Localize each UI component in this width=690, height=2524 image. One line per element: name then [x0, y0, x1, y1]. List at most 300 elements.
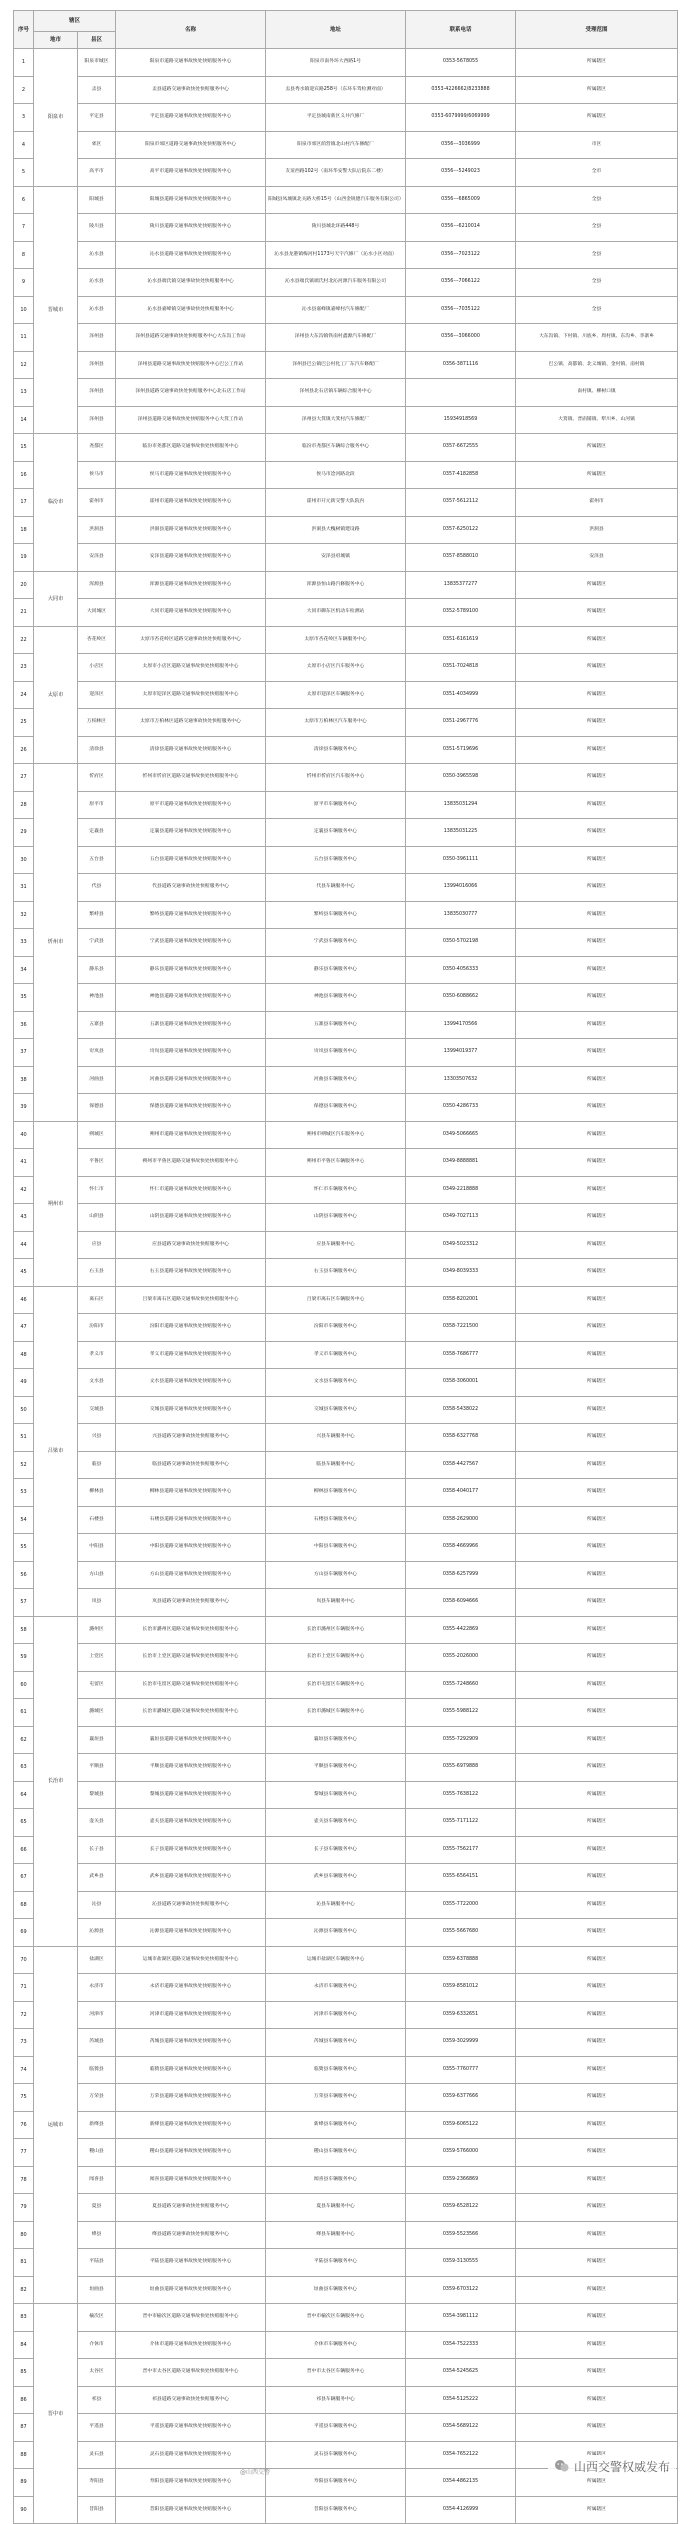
service-scope: 所属辖区 — [516, 984, 678, 1012]
center-phone: 0357-8588010 — [406, 544, 516, 572]
county-cell: 泽州县 — [78, 324, 116, 352]
center-phone: 0358-7221500 — [406, 1314, 516, 1342]
center-phone: 0355-7562177 — [406, 1836, 516, 1864]
service-scope: 所属辖区 — [516, 2276, 678, 2304]
wechat-icon — [554, 2458, 570, 2474]
table-row — [14, 2249, 678, 2277]
center-name: 高平市道路交通事故快处快赔服务中心 — [116, 159, 266, 187]
table-row — [14, 1974, 678, 2002]
table-row — [14, 1589, 678, 1617]
row-number: 52 — [14, 1451, 34, 1479]
county-cell: 黎城县 — [78, 1781, 116, 1809]
service-scope: 所属辖区 — [516, 461, 678, 489]
county-cell: 平遥县 — [78, 2414, 116, 2442]
center-address: 繁峙县车辆服务中心 — [266, 901, 406, 929]
center-phone: 0358-5438022 — [406, 1396, 516, 1424]
row-number: 17 — [14, 489, 34, 517]
service-scope: 所属辖区 — [516, 819, 678, 847]
county-cell: 芮城县 — [78, 2029, 116, 2057]
center-address: 原平市车辆服务中心 — [266, 791, 406, 819]
county-cell: 潞城区 — [78, 1699, 116, 1727]
service-scope: 所属辖区 — [516, 874, 678, 902]
center-address: 太原市小店区汽车服务中心 — [266, 654, 406, 682]
center-name: 长治市屯留区道路交通事故快处快赔服务中心 — [116, 1671, 266, 1699]
center-phone: 0357-4182858 — [406, 461, 516, 489]
county-cell: 平陆县 — [78, 2249, 116, 2277]
row-number: 64 — [14, 1781, 34, 1809]
center-phone: 0355-6564151 — [406, 1864, 516, 1892]
center-phone: 0355-2026000 — [406, 1644, 516, 1672]
center-name: 稷山县道路交通事故快处快赔服务中心 — [116, 2139, 266, 2167]
service-scope: 所属辖区 — [516, 901, 678, 929]
county-cell: 忻府区 — [78, 764, 116, 792]
center-name: 沁水县端氏镇交通事故快处快赔服务中心 — [116, 269, 266, 297]
center-address: 大同市御东区机动车检测站 — [266, 599, 406, 627]
center-phone: 0358-2629000 — [406, 1506, 516, 1534]
center-phone: 0358-6094666 — [406, 1589, 516, 1617]
center-name: 汾阳市道路交通事故快处快赔服务中心 — [116, 1314, 266, 1342]
center-phone: 0355-6979888 — [406, 1754, 516, 1782]
watermark-text: 山西交警权威发布 — [573, 2459, 670, 2474]
table-row — [14, 1479, 678, 1507]
center-phone: 13835030777 — [406, 901, 516, 929]
city-cell: 晋中市 — [34, 2304, 78, 2524]
row-number: 35 — [14, 984, 34, 1012]
center-name: 万荣县道路交通事故快处快赔服务中心 — [116, 2084, 266, 2112]
row-number: 62 — [14, 1726, 34, 1754]
service-scope: 所属辖区 — [516, 929, 678, 957]
row-number: 10 — [14, 296, 34, 324]
row-number: 89 — [14, 2469, 34, 2497]
center-address: 闻喜县车辆服务中心 — [266, 2166, 406, 2194]
row-number: 45 — [14, 1259, 34, 1287]
center-phone: 0355-7292909 — [406, 1726, 516, 1754]
center-address: 长治市潞城区车辆服务中心 — [266, 1699, 406, 1727]
center-address: 襄垣县车辆服务中心 — [266, 1726, 406, 1754]
service-scope: 所属辖区 — [516, 76, 678, 104]
service-scope: 所属辖区 — [516, 2001, 678, 2029]
table-body — [14, 49, 678, 2524]
center-address: 代县车辆服务中心 — [266, 874, 406, 902]
center-address: 神池县车辆服务中心 — [266, 984, 406, 1012]
table-row — [14, 351, 678, 379]
row-number: 81 — [14, 2249, 34, 2277]
service-scope: 所属辖区 — [516, 2386, 678, 2414]
center-name: 沁县道路交通事故快处快赔服务中心 — [116, 1891, 266, 1919]
center-name: 晋中市太谷区道路交通事故快处快赔服务中心 — [116, 2359, 266, 2387]
center-phone: 0356---5249023 — [406, 159, 516, 187]
center-phone: 0352-5789100 — [406, 599, 516, 627]
center-name: 沁水县嘉峰镇交通事故快处快赔服务中心 — [116, 296, 266, 324]
center-name: 清徐县道路交通事故快处快赔服务中心 — [116, 736, 266, 764]
row-number: 56 — [14, 1561, 34, 1589]
row-number: 27 — [14, 764, 34, 792]
center-name: 永济市道路交通事故快处快赔服务中心 — [116, 1974, 266, 2002]
center-address: 夏县车辆服务中心 — [266, 2194, 406, 2222]
center-address: 壶关县车辆服务中心 — [266, 1809, 406, 1837]
center-name: 霍州市道路交通事故快处快赔服务中心 — [116, 489, 266, 517]
table-row — [14, 2166, 678, 2194]
center-name: 大同市道路交通事故快处快赔服务中心 — [116, 599, 266, 627]
row-number: 70 — [14, 1946, 34, 1974]
table-row — [14, 1176, 678, 1204]
center-address: 浑源县恒山路汽修服务中心 — [266, 571, 406, 599]
service-scope: 所属辖区 — [516, 1506, 678, 1534]
center-phone: 0359-2366869 — [406, 2166, 516, 2194]
center-phone: 0355-7722000 — [406, 1891, 516, 1919]
row-number: 42 — [14, 1176, 34, 1204]
center-name: 盂县道路交通事故快处快赔服务中心 — [116, 76, 266, 104]
center-name: 河津市道路交通事故快处快赔服务中心 — [116, 2001, 266, 2029]
county-cell: 石楼县 — [78, 1506, 116, 1534]
center-name: 孝义市道路交通事故快处快赔服务中心 — [116, 1341, 266, 1369]
center-phone — [406, 379, 516, 407]
row-number: 19 — [14, 544, 34, 572]
row-number: 78 — [14, 2166, 34, 2194]
center-address: 平遥县车辆服务中心 — [266, 2414, 406, 2442]
center-address: 太原市杏花岭区车辆服务中心 — [266, 626, 406, 654]
service-scope: 所属辖区 — [516, 1864, 678, 1892]
center-phone: 0349-7027113 — [406, 1204, 516, 1232]
service-scope: 所属辖区 — [516, 1011, 678, 1039]
service-scope: 霍州市 — [516, 489, 678, 517]
center-phone: 0359-5523566 — [406, 2221, 516, 2249]
county-cell: 陵川县 — [78, 214, 116, 242]
row-number: 59 — [14, 1644, 34, 1672]
row-number: 79 — [14, 2194, 34, 2222]
service-scope: 全县 — [516, 296, 678, 324]
row-number: 67 — [14, 1864, 34, 1892]
center-address: 石楼县车辆服务中心 — [266, 1506, 406, 1534]
service-scope: 南村镇、柳树口镇 — [516, 379, 678, 407]
table-row — [14, 1259, 678, 1287]
header-county: 县区 — [78, 32, 116, 49]
county-cell: 朔城区 — [78, 1121, 116, 1149]
city-cell: 临汾市 — [34, 434, 78, 572]
row-number: 68 — [14, 1891, 34, 1919]
table-row — [14, 2304, 678, 2332]
center-phone: 0349-5066665 — [406, 1121, 516, 1149]
table-row — [14, 764, 678, 792]
table-row — [14, 1864, 678, 1892]
table-row — [14, 1671, 678, 1699]
table-row — [14, 2084, 678, 2112]
table-row — [14, 544, 678, 572]
county-cell: 尧都区 — [78, 434, 116, 462]
center-address: 平定县城南新区义井汽修厂 — [266, 104, 406, 132]
center-address: 朔州市朔城区汽车服务中心 — [266, 1121, 406, 1149]
center-phone: 0359-3029999 — [406, 2029, 516, 2057]
service-scope: 所属辖区 — [516, 1726, 678, 1754]
row-number: 7 — [14, 214, 34, 242]
table-row — [14, 654, 678, 682]
center-phone: 0350-5702198 — [406, 929, 516, 957]
row-number: 47 — [14, 1314, 34, 1342]
row-number: 40 — [14, 1121, 34, 1149]
service-scope: 所属辖区 — [516, 1946, 678, 1974]
center-address: 稷山县车辆服务中心 — [266, 2139, 406, 2167]
center-phone: 13835377277 — [406, 571, 516, 599]
center-address: 黎城县车辆服务中心 — [266, 1781, 406, 1809]
service-scope: 所属辖区 — [516, 1369, 678, 1397]
center-name: 五台县道路交通事故快处快赔服务中心 — [116, 846, 266, 874]
center-phone: 0357-6672555 — [406, 434, 516, 462]
center-address: 临汾市尧都区车辆综合服务中心 — [266, 434, 406, 462]
table-row — [14, 1011, 678, 1039]
center-address: 忻州市忻府区汽车服务中心 — [266, 764, 406, 792]
service-scope: 所属辖区 — [516, 1396, 678, 1424]
county-cell: 洪洞县 — [78, 516, 116, 544]
center-name: 泽州县道路交通事故快处快赔服务中心大箕工作站 — [116, 406, 266, 434]
county-cell: 五台县 — [78, 846, 116, 874]
table-row — [14, 1121, 678, 1149]
center-name: 阳泉市道路交通事故快处快赔服务中心 — [116, 49, 266, 77]
county-cell: 孝义市 — [78, 1341, 116, 1369]
table-row — [14, 1644, 678, 1672]
service-scope: 所属辖区 — [516, 1286, 678, 1314]
center-phone: 13994019377 — [406, 1039, 516, 1067]
county-cell: 迎泽区 — [78, 681, 116, 709]
row-number: 88 — [14, 2441, 34, 2469]
center-phone: 0354-5125222 — [406, 2386, 516, 2414]
center-name: 闻喜县道路交通事故快处快赔服务中心 — [116, 2166, 266, 2194]
service-scope: 所属辖区 — [516, 1699, 678, 1727]
row-number: 49 — [14, 1369, 34, 1397]
service-scope: 所属辖区 — [516, 2249, 678, 2277]
county-cell: 交城县 — [78, 1396, 116, 1424]
table-row — [14, 2111, 678, 2139]
row-number: 33 — [14, 929, 34, 957]
center-address: 吕梁市离石区车辆服务中心 — [266, 1286, 406, 1314]
center-address: 五寨县车辆服务中心 — [266, 1011, 406, 1039]
table-row — [14, 1341, 678, 1369]
county-cell: 寿阳县 — [78, 2469, 116, 2497]
center-phone: 0359-3130555 — [406, 2249, 516, 2277]
table-row — [14, 1314, 678, 1342]
table-row — [14, 2414, 678, 2442]
table-row — [14, 1561, 678, 1589]
center-address: 霍州市开元街交警大队院内 — [266, 489, 406, 517]
county-cell: 阳泉市城区 — [78, 49, 116, 77]
center-address: 新绛县车辆服务中心 — [266, 2111, 406, 2139]
center-name: 平陆县道路交通事故快处快赔服务中心 — [116, 2249, 266, 2277]
table-row — [14, 626, 678, 654]
center-address: 侯马市浍河路北段 — [266, 461, 406, 489]
center-phone: 13303507632 — [406, 1066, 516, 1094]
row-number: 51 — [14, 1424, 34, 1452]
row-number: 83 — [14, 2304, 34, 2332]
center-name: 浑源县道路交通事故快处快赔服务中心 — [116, 571, 266, 599]
center-name: 陵川县道路交通事故快处快赔服务中心 — [116, 214, 266, 242]
row-number: 65 — [14, 1809, 34, 1837]
service-scope: 所属辖区 — [516, 2084, 678, 2112]
center-phone: 0350-4056333 — [406, 956, 516, 984]
center-phone: 0359-5766000 — [406, 2139, 516, 2167]
county-cell: 平鲁区 — [78, 1149, 116, 1177]
row-number: 26 — [14, 736, 34, 764]
table-row — [14, 1919, 678, 1947]
city-cell: 朔州市 — [34, 1121, 78, 1286]
county-cell: 万荣县 — [78, 2084, 116, 2112]
row-number: 20 — [14, 571, 34, 599]
table-row — [14, 736, 678, 764]
county-cell: 临猗县 — [78, 2056, 116, 2084]
table-row — [14, 434, 678, 462]
table-row — [14, 1204, 678, 1232]
row-number: 36 — [14, 1011, 34, 1039]
service-scope: 全市 — [516, 159, 678, 187]
center-phone: 0359-6528122 — [406, 2194, 516, 2222]
service-scope: 所属辖区 — [516, 1836, 678, 1864]
center-name: 忻州市忻府区道路交通事故快处快赔服务中心 — [116, 764, 266, 792]
row-number: 87 — [14, 2414, 34, 2442]
service-scope: 所属辖区 — [516, 1066, 678, 1094]
center-phone: 0350-4286733 — [406, 1094, 516, 1122]
row-number: 53 — [14, 1479, 34, 1507]
center-address: 盂县秀水镇迎宾路258号（东环车驾检测对面） — [266, 76, 406, 104]
center-address: 昔阳县车辆服务中心 — [266, 2496, 406, 2524]
center-name: 吕梁市离石区道路交通事故快处快赔服务中心 — [116, 1286, 266, 1314]
center-phone: 0350-3961111 — [406, 846, 516, 874]
county-cell: 河曲县 — [78, 1066, 116, 1094]
table-row — [14, 901, 678, 929]
row-number: 37 — [14, 1039, 34, 1067]
center-name: 临县道路交通事故快处快赔服务中心 — [116, 1451, 266, 1479]
table-row — [14, 1424, 678, 1452]
service-scope: 所属辖区 — [516, 2111, 678, 2139]
center-name: 襄垣县道路交通事故快处快赔服务中心 — [116, 1726, 266, 1754]
center-address: 友谊西路102号（南环华安警大队后院东二楼） — [266, 159, 406, 187]
county-cell: 岚县 — [78, 1589, 116, 1617]
center-address: 沁水县端氏镇端氏村北沁河源汽车服务有限公司 — [266, 269, 406, 297]
table-row — [14, 1094, 678, 1122]
county-cell: 侯马市 — [78, 461, 116, 489]
row-number: 80 — [14, 2221, 34, 2249]
county-cell: 榆次区 — [78, 2304, 116, 2332]
table-row — [14, 1039, 678, 1067]
center-name: 壶关县道路交通事故快处快赔服务中心 — [116, 1809, 266, 1837]
center-phone: 0356---7023122 — [406, 241, 516, 269]
center-address: 安泽县府城镇 — [266, 544, 406, 572]
service-scope: 所属辖区 — [516, 434, 678, 462]
center-name: 沁水县道路交通事故快处快赔服务中心 — [116, 241, 266, 269]
row-number: 73 — [14, 2029, 34, 2057]
center-address: 绛县车辆服务中心 — [266, 2221, 406, 2249]
center-address: 晋中市榆次区车辆服务中心 — [266, 2304, 406, 2332]
service-scope: 所属辖区 — [516, 1781, 678, 1809]
county-cell: 山阴县 — [78, 1204, 116, 1232]
center-address: 万荣县车辆服务中心 — [266, 2084, 406, 2112]
row-number: 9 — [14, 269, 34, 297]
center-phone: 0351-4034999 — [406, 681, 516, 709]
service-scope: 所属辖区 — [516, 1919, 678, 1947]
table-row — [14, 131, 678, 159]
center-name: 原平市道路交通事故快处快赔服务中心 — [116, 791, 266, 819]
county-cell: 壶关县 — [78, 1809, 116, 1837]
row-number: 60 — [14, 1671, 34, 1699]
county-cell: 繁峙县 — [78, 901, 116, 929]
table-row — [14, 104, 678, 132]
center-address: 交城县车辆服务中心 — [266, 1396, 406, 1424]
center-phone: 0356---7066122 — [406, 269, 516, 297]
center-name: 黎城县道路交通事故快处快赔服务中心 — [116, 1781, 266, 1809]
center-name: 石楼县道路交通事故快处快赔服务中心 — [116, 1506, 266, 1534]
table-row — [14, 159, 678, 187]
service-scope: 全县 — [516, 214, 678, 242]
center-name: 繁峙县道路交通事故快处快赔服务中心 — [116, 901, 266, 929]
row-number: 21 — [14, 599, 34, 627]
table-row — [14, 1726, 678, 1754]
center-phone: 0356-3871116 — [406, 351, 516, 379]
center-name: 长子县道路交通事故快处快赔服务中心 — [116, 1836, 266, 1864]
service-scope: 所属辖区 — [516, 2496, 678, 2524]
center-address: 介休市车辆服务中心 — [266, 2331, 406, 2359]
table-row — [14, 2221, 678, 2249]
row-number: 82 — [14, 2276, 34, 2304]
center-name: 介休市道路交通事故快处快赔服务中心 — [116, 2331, 266, 2359]
center-address: 文水县车辆服务中心 — [266, 1369, 406, 1397]
table-row — [14, 2194, 678, 2222]
county-cell: 平顺县 — [78, 1754, 116, 1782]
service-scope: 所属辖区 — [516, 1341, 678, 1369]
row-number: 41 — [14, 1149, 34, 1177]
center-name: 祁县道路交通事故快处快赔服务中心 — [116, 2386, 266, 2414]
county-cell: 祁县 — [78, 2386, 116, 2414]
row-number: 22 — [14, 626, 34, 654]
center-name: 神池县道路交通事故快处快赔服务中心 — [116, 984, 266, 1012]
center-address: 定襄县车辆服务中心 — [266, 819, 406, 847]
service-scope: 所属辖区 — [516, 2359, 678, 2387]
center-name: 垣曲县道路交通事故快处快赔服务中心 — [116, 2276, 266, 2304]
county-cell: 沁源县 — [78, 1919, 116, 1947]
county-cell: 保德县 — [78, 1094, 116, 1122]
county-cell: 浑源县 — [78, 571, 116, 599]
weibo-credit: @山西交警 — [240, 2469, 271, 2476]
row-number: 29 — [14, 819, 34, 847]
center-phone: 13994170566 — [406, 1011, 516, 1039]
county-cell: 应县 — [78, 1231, 116, 1259]
service-scope: 所属辖区 — [516, 1424, 678, 1452]
center-phone: 0354-4862135 — [406, 2469, 516, 2497]
center-phone: 0355-7248660 — [406, 1671, 516, 1699]
county-cell: 泽州县 — [78, 406, 116, 434]
center-address: 陵川县城北环路448号 — [266, 214, 406, 242]
center-name: 安泽县道路交通事故快处快赔服务中心 — [116, 544, 266, 572]
table-row — [14, 2276, 678, 2304]
table-row — [14, 1946, 678, 1974]
center-address: 洪洞县大槐树镇建设路 — [266, 516, 406, 544]
row-number: 15 — [14, 434, 34, 462]
center-phone: 0351-2967776 — [406, 709, 516, 737]
county-cell: 沁县 — [78, 1891, 116, 1919]
service-scope: 所属辖区 — [516, 846, 678, 874]
center-phone: 0356---7035122 — [406, 296, 516, 324]
table-row — [14, 1369, 678, 1397]
center-name: 文水县道路交通事故快处快赔服务中心 — [116, 1369, 266, 1397]
table-row — [14, 599, 678, 627]
county-cell: 阳城县 — [78, 186, 116, 214]
center-name: 昔阳县道路交通事故快处快赔服务中心 — [116, 2496, 266, 2524]
county-cell: 兴县 — [78, 1424, 116, 1452]
row-number: 12 — [14, 351, 34, 379]
row-number: 74 — [14, 2056, 34, 2084]
row-number: 5 — [14, 159, 34, 187]
county-cell: 方山县 — [78, 1561, 116, 1589]
center-address: 平顺县车辆服务中心 — [266, 1754, 406, 1782]
county-cell: 闻喜县 — [78, 2166, 116, 2194]
center-address: 阳城县凤城镇北关路大桥15号（山西金锐德汽车服务有限公司） — [266, 186, 406, 214]
table-header — [14, 11, 678, 49]
